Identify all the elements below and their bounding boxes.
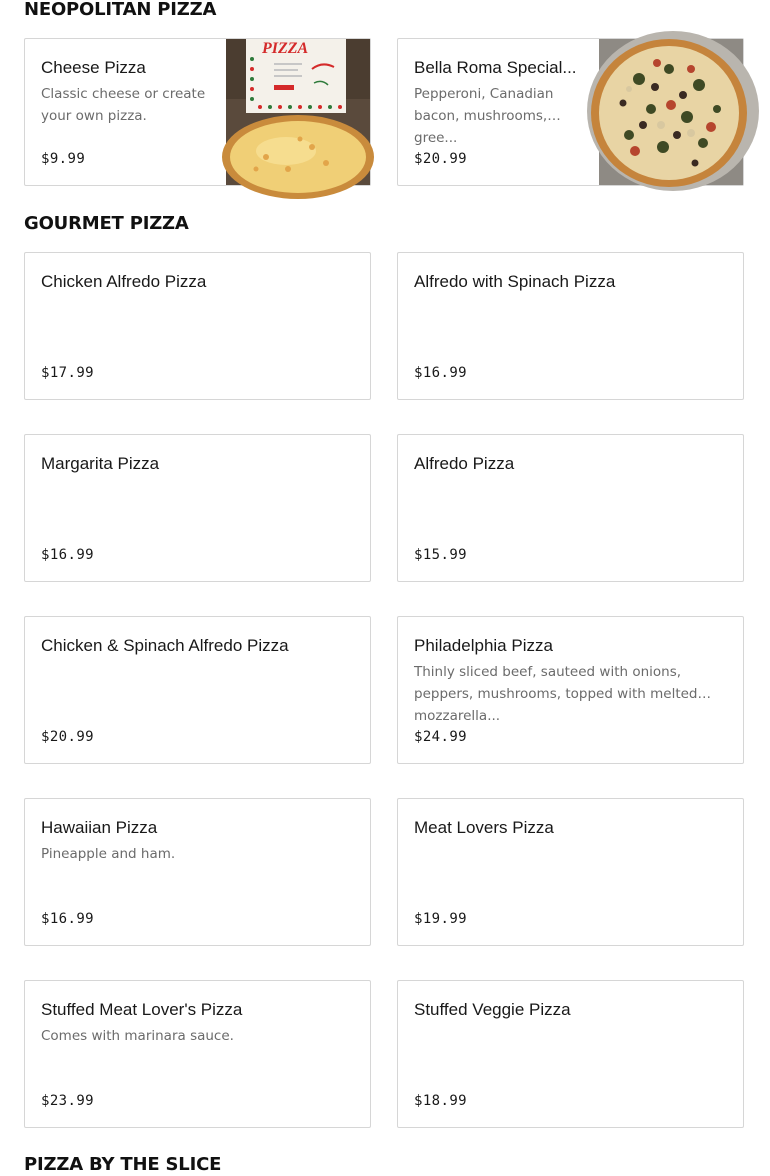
item-name: Margarita Pizza <box>41 454 160 473</box>
menu-item-meat-lovers-pizza[interactable] <box>397 798 744 946</box>
bella-roma-pizza-photo <box>599 39 743 185</box>
item-price: $16.99 <box>414 365 467 381</box>
item-name: Cheese Pizza <box>41 58 146 77</box>
item-description: Thinly sliced beef, sauteed with onions, peppers, mushrooms, topped with melted mozzarella... <box>414 664 698 724</box>
item-name: Chicken & Spinach Alfredo Pizza <box>41 636 289 655</box>
cheese-pizza-photo <box>226 39 370 185</box>
menu-item-stuffed-veggie-pizza[interactable] <box>397 980 744 1128</box>
item-name: Hawaiian Pizza <box>41 818 158 837</box>
menu-item-alfredo-with-spinach-pizza[interactable] <box>397 252 744 400</box>
section-title-gourmet: GOURMET PIZZA <box>24 213 189 234</box>
item-price: $18.99 <box>414 1093 467 1109</box>
item-price: $23.99 <box>41 1093 94 1109</box>
item-price: $20.99 <box>41 729 94 745</box>
section-title-neopolitan: NEOPOLITAN PIZZA <box>24 0 217 20</box>
pizza-box-text: PIZZA <box>262 40 309 57</box>
section-title-pizza-by-the-slice: PIZZA BY THE SLICE <box>24 1154 222 1175</box>
menu-item-chicken-spinach-alfredo-pizza[interactable] <box>24 616 371 764</box>
item-name: Alfredo Pizza <box>414 454 515 473</box>
item-name: Chicken Alfredo Pizza <box>41 272 207 291</box>
item-name: Stuffed Veggie Pizza <box>414 1000 571 1019</box>
menu-item-alfredo-pizza[interactable] <box>397 434 744 582</box>
item-price: $24.99 <box>414 729 467 745</box>
menu-item-hawaiian-pizza[interactable] <box>24 798 371 946</box>
menu-item-cheese-pizza[interactable] <box>24 38 371 186</box>
item-description: Pepperoni, Canadian bacon, mushrooms, gree... <box>414 86 554 146</box>
item-price: $17.99 <box>41 365 94 381</box>
item-description: Classic cheese or create your own pizza. <box>41 86 206 124</box>
menu-item-chicken-alfredo-pizza[interactable] <box>24 252 371 400</box>
item-description: Pineapple and ham. <box>41 846 176 862</box>
item-price: $19.99 <box>414 911 467 927</box>
item-name: Bella Roma Special... <box>414 58 577 77</box>
item-name: Philadelphia Pizza <box>414 636 553 655</box>
menu-item-margarita-pizza[interactable] <box>24 434 371 582</box>
item-price: $20.99 <box>414 151 467 167</box>
item-description: Comes with marinara sauce. <box>41 1028 234 1044</box>
menu-item-stuffed-meat-lovers-pizza[interactable] <box>24 980 371 1128</box>
item-name: Stuffed Meat Lover's Pizza <box>41 1000 243 1019</box>
menu-item-bella-roma-special[interactable] <box>397 38 744 186</box>
item-price: $9.99 <box>41 151 86 167</box>
item-price: $16.99 <box>41 911 94 927</box>
item-price: $16.99 <box>41 547 94 563</box>
menu-item-philadelphia-pizza[interactable] <box>397 616 744 764</box>
item-price: $15.99 <box>414 547 467 563</box>
item-name: Alfredo with Spinach Pizza <box>414 272 616 291</box>
item-name: Meat Lovers Pizza <box>414 818 554 837</box>
